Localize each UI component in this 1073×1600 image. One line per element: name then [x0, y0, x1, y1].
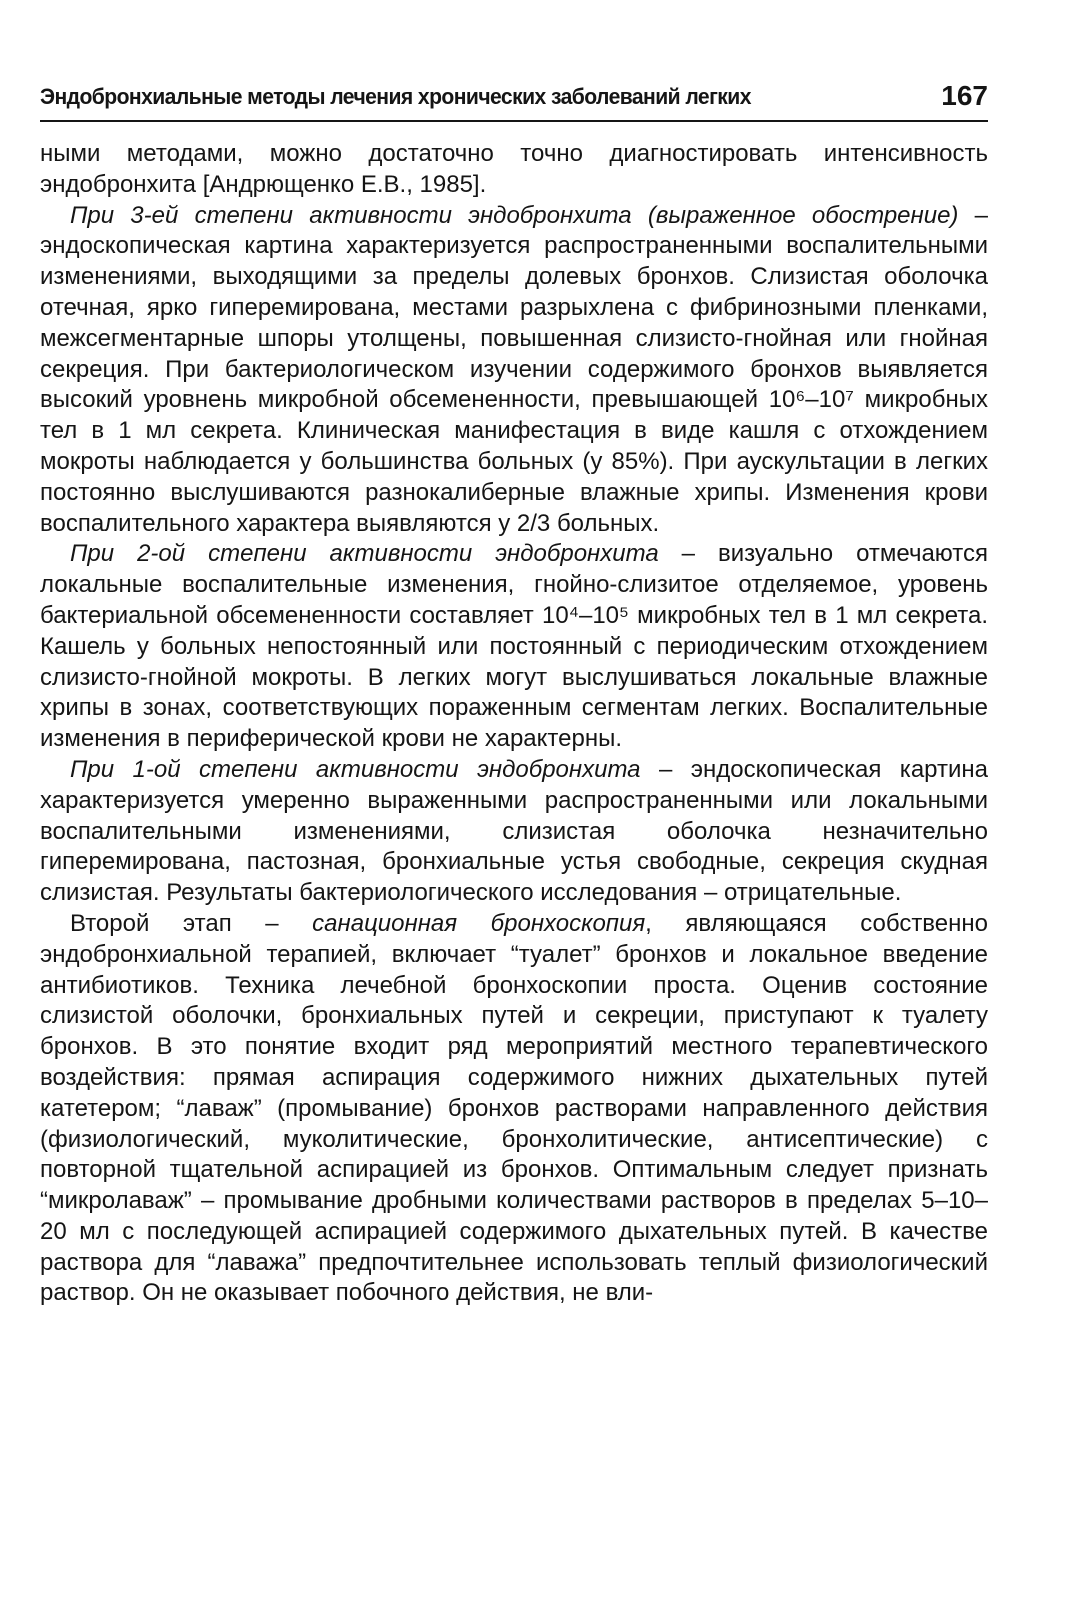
running-head	[40, 80, 988, 114]
paragraph-text: ными методами, можно достаточно точно диагностировать интенсивность эндобронхита [Андрющенко Е.В., 1985].	[40, 140, 988, 198]
paragraph-continuation	[40, 139, 988, 201]
paragraph-second-stage	[40, 909, 988, 1309]
paragraph-text-before: Второй этап –	[70, 909, 313, 937]
header-rule	[40, 120, 988, 122]
paragraph-text: , являющаяся собственно эндобронхиальной терапией, включает “туалет” бронхов и локальное введение антибиотиков. Техника лечебной бронхоскопии проста. Оценив состояние слизистой оболочки, бронхиальных путей и секреции, приступают к туалету бронхов. В это понятие входит ряд мероприятий местного терапевтического воздействия: прямая аспирация содержимого нижних дыхательных путей катетером; “лаваж” (промывание) бронхов растворами направленного действия (физиологический, муколитические, бронхолитические, антисептические) с повторной тщательной аспирацией из бронхов. Оптимальным следует признать “микролаваж” – промывание дробными количествами растворов в пределах 5–10–20 мл с последующей аспирацией содержимого дыхательных путей. В качестве раствора для “лаважа” предпочтительнее использовать теплый физиологический раствор. Он не оказывает побочного действия, не вли-	[40, 909, 988, 1307]
paragraph-grade-1	[40, 755, 988, 909]
paragraph-grade-3	[40, 201, 988, 540]
paragraph-lead-italic: При 3-ей степени активности эндобронхита (выраженное обострение)	[70, 201, 959, 229]
page-number: 167	[941, 80, 988, 111]
paragraph-grade-2	[40, 539, 988, 755]
paragraph-term-italic: санационная бронхоскопия	[312, 909, 646, 937]
paragraph-text: – визуально отмечаются локальные воспалительные изменения, гнойно-слизитое отделяемое, уровень бактериальной обсемененности составляет 10⁴–10⁵ микробных тел в 1 мл секрета. Кашель у больных непостоянный или постоянный с периодическим отхождением слизисто-гнойной мокроты. В легких могут выслушиваться локальные влажные хрипы в зонах, соответствующих пораженным сегментам легких. Воспалительные изменения в периферической крови не характерны.	[40, 540, 988, 753]
body-text	[40, 139, 988, 1309]
paragraph-lead-italic: При 1-ой степени активности эндобронхита	[70, 755, 641, 783]
running-title: Эндобронхиальные методы лечения хронических заболеваний легких	[40, 84, 751, 109]
paragraph-text: – эндоскопическая картина характеризуется умеренно выраженными распространенными или локальными воспалительными изменениями, слизистая оболочка незначительно гиперемирована, пастозная, бронхиальные устья свободные, секреция скудная слизистая. Результаты бактериологического исследования – отрицательные.	[40, 755, 988, 907]
paragraph-lead-italic: При 2-ой степени активности эндобронхита	[70, 540, 659, 568]
paragraph-text: – эндоскопическая картина характеризуется распространенными воспалительными изменениями, выходящими за пределы долевых бронхов. Слизистая оболочка отечная, ярко гиперемирована, местами разрыхлена с фибринозными пленками, межсегментарные шпоры утолщены, повышенная слизисто-гнойная или гнойная секреция. При бактериологическом изучении содержимого бронхов выявляется высокий уровнень микробной обсемененности, превышающей 10⁶–10⁷ микробных тел в 1 мл секрета. Клиническая манифестация в виде кашля с отхождением мокроты наблюдается у большинства больных (у 85%). При аускультации в легких постоянно выслушиваются разнокалиберные влажные хрипы. Изменения крови воспалительного характера выявляются у 2/3 больных.	[40, 201, 988, 537]
